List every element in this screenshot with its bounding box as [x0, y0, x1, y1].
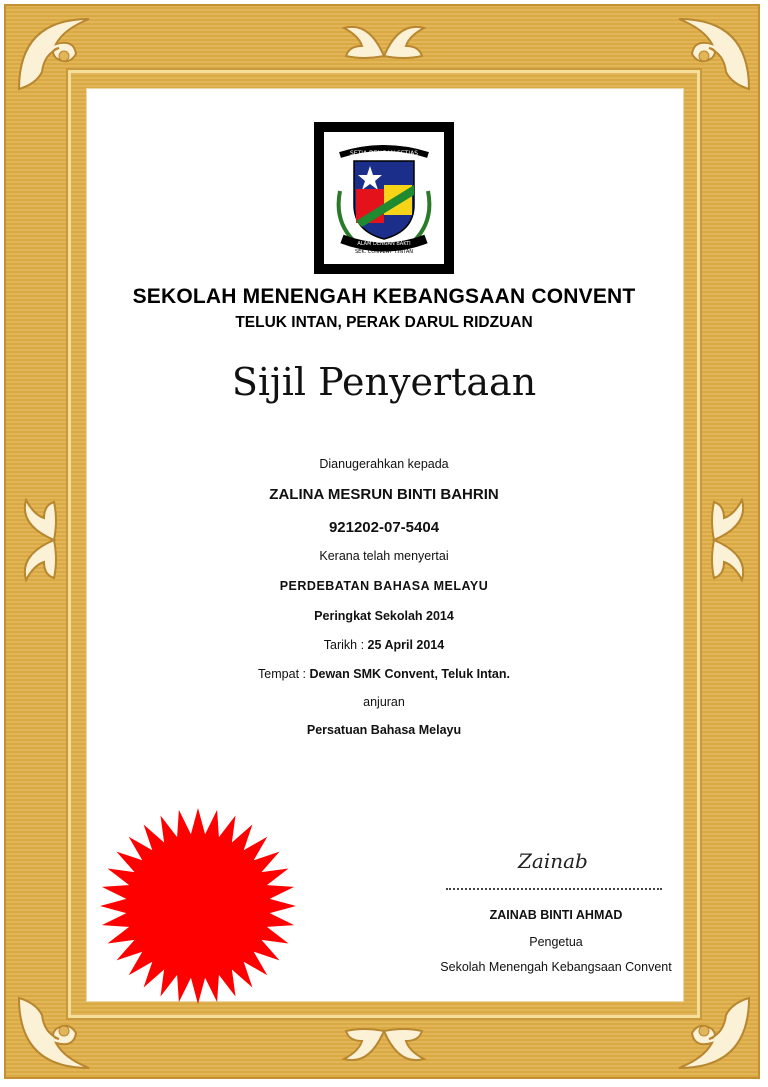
signatory-position: Pengetua: [529, 935, 583, 949]
crest-motto-bottom: ALAM DENGAN BAKTI: [357, 241, 411, 247]
event-venue: [86, 667, 682, 681]
recipient-name: ZALINA MESRUN BINTI BAHRIN: [269, 486, 499, 503]
signature-script: Zainab: [518, 849, 588, 873]
right-side-ornament: [708, 490, 754, 590]
bottom-center-ornament: [334, 1025, 434, 1071]
ic-number: 921202-07-5404: [328, 519, 440, 536]
certificate-title: Sijil Penyertaan: [231, 360, 537, 404]
signature-line: [446, 888, 662, 890]
organizer-name: Persatuan Bahasa Melayu: [306, 723, 462, 737]
signatory-institution: Sekolah Menengah Kebangsaan Convent: [440, 960, 672, 974]
venue-value: Dewan SMK Convent, Teluk Intan.: [309, 667, 510, 681]
left-side-ornament: [14, 490, 60, 590]
event-name: PERDEBATAN BAHASA MELAYU: [279, 579, 489, 593]
signature: [516, 840, 596, 880]
red-seal: [98, 806, 298, 1006]
school-location: TELUK INTAN, PERAK DARUL RIDZUAN: [235, 314, 533, 331]
awarded-to-label: Dianugerahkan kepada: [319, 457, 449, 471]
signatory-name: ZAINAB BINTI AHMAD: [489, 908, 623, 922]
crest-motto-top: SETIA DENGAN SETIAS: [349, 150, 419, 157]
date-label: Tarikh :: [323, 638, 368, 652]
event-level: Peringkat Sekolah 2014: [314, 609, 454, 623]
school-crest-logo: [314, 122, 454, 274]
participation-label: Kerana telah menyertai: [319, 549, 449, 563]
crest-name-ribbon: SEK. CONVENT T.INTAN: [354, 249, 414, 255]
event-date: [86, 638, 682, 652]
date-value: 25 April 2014: [367, 638, 445, 652]
school-crest-emblem: [332, 141, 436, 255]
top-center-ornament: [334, 16, 434, 62]
venue-label: Tempat :: [258, 667, 310, 681]
organized-by-label: anjuran: [363, 695, 405, 709]
school-name: SEKOLAH MENENGAH KEBANGSAAN CONVENT: [132, 285, 636, 308]
